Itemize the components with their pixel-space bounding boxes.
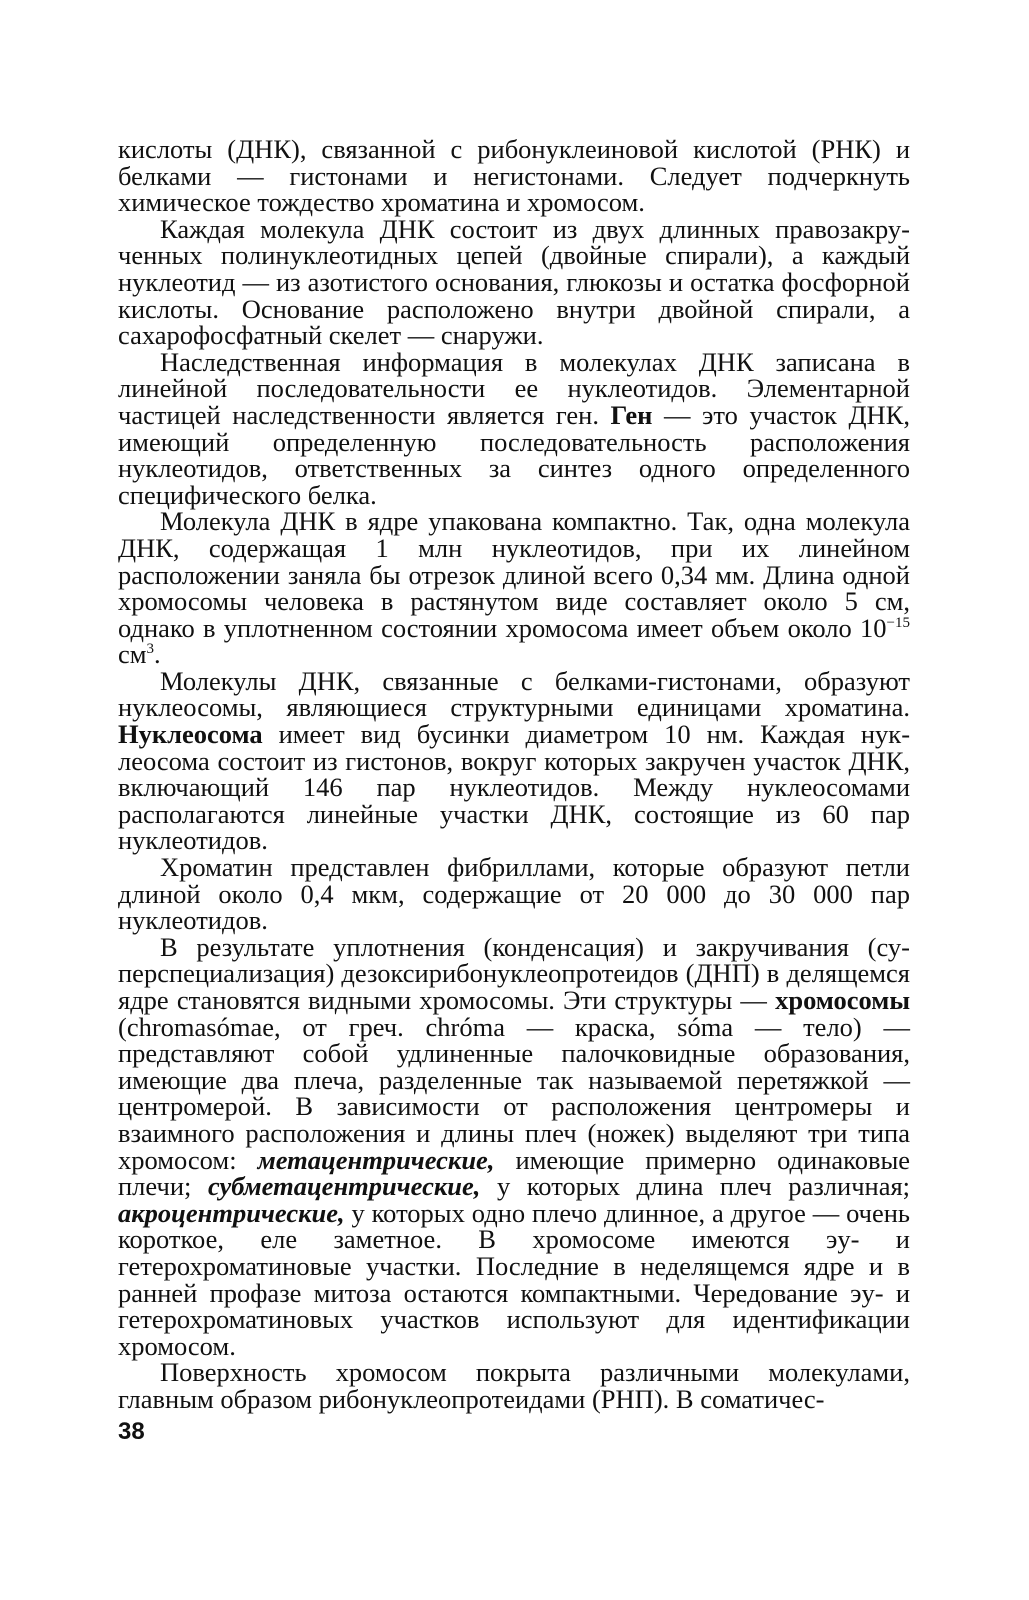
paragraph-1 bbox=[118, 136, 910, 216]
paragraph-6-text: Хроматин представлен фибриллами, которые образуют петли длиной около 0,4 мкм, содержащие от 20 000 до 30 000 пар нуклеотидов. bbox=[118, 852, 910, 936]
paragraph-5 bbox=[118, 665, 911, 856]
paragraph-2 bbox=[118, 213, 910, 351]
paragraph-5-text-b: имеет вид бусинки диаметром 10 нм. Каждая нуклеосома состоит из гистонов, вокруг которых закручен участок ДНК, включающий 146 пар нуклеотидов. Между нуклеосомами располагаются линейные участки ДНК, состоящие из 60 пар нуклеотидов. bbox=[118, 719, 911, 856]
volume-exponent: −15 bbox=[886, 614, 910, 631]
paragraph-7-text-d: у которых длина плеч различная; bbox=[496, 1171, 911, 1202]
paragraph-3 bbox=[118, 346, 910, 510]
page-number: 38 bbox=[118, 1418, 145, 1445]
paragraph-7-text-b: (chromasómae, от греч. chróma — краска, sóma — тело) — представляют собой удлиненные палочковидные образования, имеющие два плеча, разделенные так называемой перетяжкой — центромерой. В зависимости от расположения центромеры и взаимного расположения и длины плеч (ножек) выделяют три типа хромосом: bbox=[118, 1011, 910, 1175]
paragraph-7-text-c: имеющие примерно одинаковые плечи; bbox=[118, 1144, 911, 1202]
paragraph-7-text-e: у которых одно плечо длинное, а другое — очень короткое, еле заметное. В хромосоме имеются эу- и гетерохроматиновые участки. Последние в неделящемся ядре и в ранней профазе митоза остаются компактными. Чередование эу- и гетерохроматиновых участков используют для идентификации хромосом. bbox=[118, 1197, 910, 1361]
paragraph-4-text: Молекула ДНК в ядре упакована компактно. Так, одна молекула ДНК, содержащая 1 млн нуклеотидов, при их линейном расположении заняла бы отрезок длиной всего 0,34 мм. Длина одной хромосомы человека в растянутом виде составляет около 5 см, однако в уплотненном состоянии хромосома имеет объем около 10 bbox=[118, 506, 910, 643]
paragraph-7 bbox=[118, 931, 911, 1361]
paragraph-3-text-b: — это участок ДНК, имеющий определенную последовательность расположения нуклеотидов, ответственных за синтез одного определенного специфического белка. bbox=[118, 399, 910, 510]
term-metacentric: метацентрические, bbox=[257, 1144, 495, 1175]
page-body bbox=[118, 136, 910, 1413]
paragraph-8 bbox=[118, 1359, 910, 1412]
paragraph-6 bbox=[118, 854, 910, 934]
paragraph-5-text-a: Молекулы ДНК, связанные с белками-гистонами, образуют нуклеосомы, являющиеся структурными единицами хроматина. bbox=[118, 665, 910, 723]
paragraph-4 bbox=[118, 508, 910, 668]
paragraph-3-text-a: Наследственная информация в молекулах ДНК записана в линейной последовательности ее нуклеотидов. Элементарной частицей наследственности является ген. bbox=[118, 346, 910, 430]
paragraph-1-text: кислоты (ДНК), связанной с рибонуклеиновой кислотой (РНК) и белками — гистонами и негистонами. Следует подчеркнуть химическое тождество хроматина и хромосом. bbox=[118, 134, 910, 218]
term-nucleosome: Нуклеосома bbox=[118, 719, 263, 750]
volume-unit: см bbox=[118, 639, 147, 670]
term-chromosomes: хромосомы bbox=[775, 985, 911, 1015]
volume-unit-exponent: 3 bbox=[146, 641, 155, 658]
paragraph-4-end: . bbox=[154, 639, 161, 670]
term-acrocentric: акроцентрические, bbox=[118, 1197, 345, 1228]
paragraph-7-text-a: В результате уплотнения (конденсация) и закручивания (суперспециализация) дезоксирибонуклеопротеидов (ДНП) в делящемся ядре становятся видными хромосомы. Эти структуры — bbox=[118, 931, 910, 1015]
paragraph-2-text: Каждая молекула ДНК состоит из двух длинных правозакрученных полинуклеотидных цепей (двойные спирали), а каждый нуклеотид — из азотистого основания, глюкозы и остатка фосфорной кислоты. Основание расположено внутри двойной спирали, а сахарофосфатный скелет — снаружи. bbox=[118, 213, 910, 351]
term-submetacentric: субметацентрические, bbox=[207, 1171, 481, 1202]
paragraph-8-text: Поверхность хромосом покрыта различными молекулами, главным образом рибонуклеопротеидами (РНП). В соматичес- bbox=[118, 1357, 910, 1414]
term-gene: Ген bbox=[610, 399, 653, 430]
